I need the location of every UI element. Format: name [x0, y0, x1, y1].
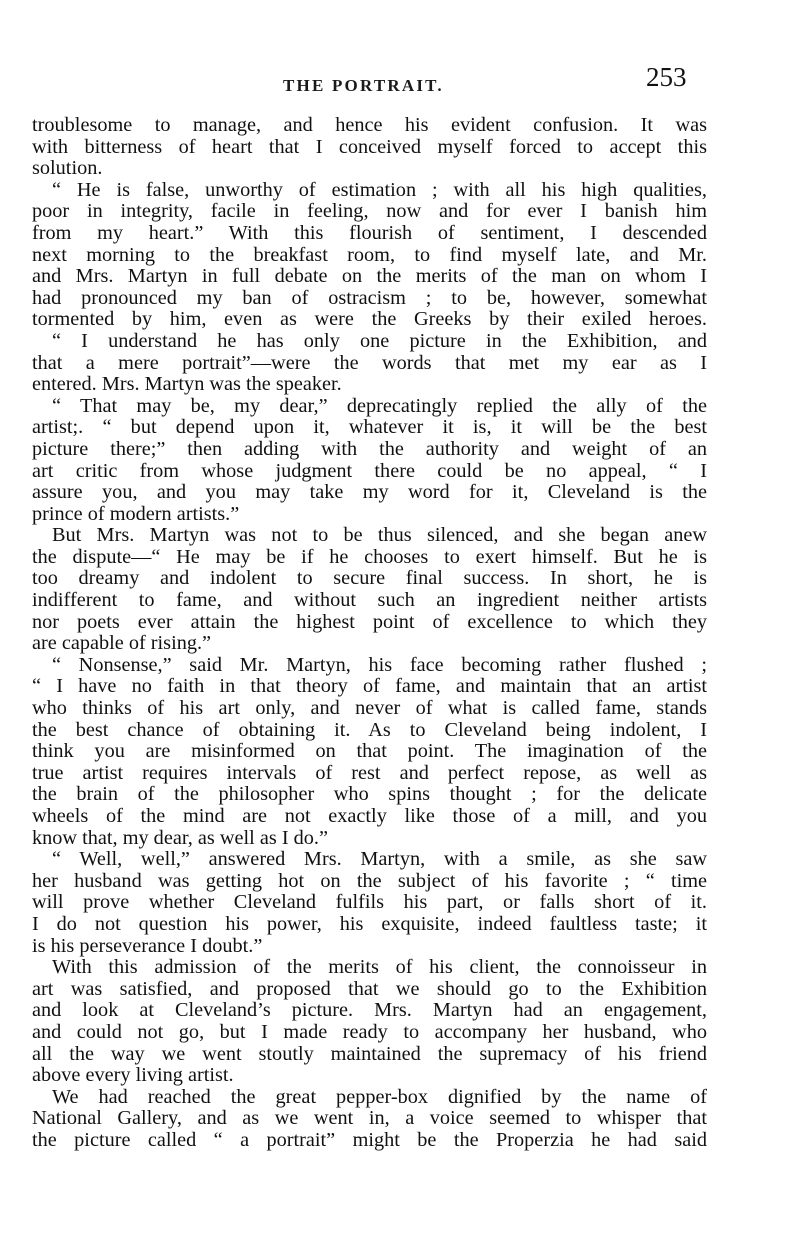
text-line: solution. [32, 157, 103, 180]
text-line: true artist requires intervals of rest and perfect repose, as well as [32, 761, 707, 784]
running-header [0, 62, 796, 98]
text-line: I do not question his power, his exquisite, indeed faultless taste; it [32, 912, 707, 935]
text-line: with bitterness of heart that I conceived myself forced to accept this [32, 135, 707, 158]
text-line: “ Nonsense,” said Mr. Martyn, his face becoming rather flushed ; [52, 653, 707, 676]
text-line: who thinks of his art only, and never of what is called fame, stands [32, 697, 707, 720]
text-line: picture there;” then adding with the authority and weight of an [32, 437, 707, 460]
text-line: her husband was getting hot on the subject of his favorite ; “ time [32, 869, 707, 892]
text-line: troublesome to manage, and hence his evident confusion. It was [32, 114, 707, 136]
text-line: had pronounced my ban of ostracism ; to be, however, somewhat [32, 286, 707, 309]
text-line: nor poets ever attain the highest point of excellence to which they [32, 610, 707, 633]
text-line: are capable of rising.” [32, 632, 212, 655]
running-title: THE PORTRAIT. [283, 76, 444, 95]
text-line: know that, my dear, as well as I do.” [32, 826, 328, 849]
text-line: But Mrs. Martyn was not to be thus silenced, and she began anew [52, 524, 707, 547]
text-line: “ Well, well,” answered Mrs. Martyn, with a smile, as she saw [52, 848, 707, 871]
text-line: and look at Cleveland’s picture. Mrs. Martyn had an engagement, [32, 999, 707, 1022]
text-line: think you are misinformed on that point. The imagination of the [32, 740, 707, 763]
text-line: that a mere portrait”—were the words that met my ear as I [32, 351, 707, 374]
text-line: tormented by him, even as were the Greeks by their exiled heroes. [32, 308, 707, 331]
text-line: entered. Mrs. Martyn was the speaker. [32, 373, 342, 396]
text-line: “ That may be, my dear,” deprecatingly replied the ally of the [52, 394, 707, 417]
text-line: art critic from whose judgment there could be no appeal, “ I [32, 459, 707, 482]
text-line: prince of modern artists.” [32, 502, 240, 525]
text-line: assure you, and you may take my word for it, Cleveland is the [32, 481, 707, 504]
text-line: from my heart.” With this flourish of sentiment, I descended [32, 221, 707, 244]
text-line: “ I have no faith in that theory of fame, and maintain that an artist [32, 675, 707, 698]
text-line: is his perseverance I doubt.” [32, 934, 263, 957]
text-line: the picture called “ a portrait” might be the Properzia he had said [32, 1128, 707, 1151]
text-line: National Gallery, and as we went in, a voice seemed to whisper that [32, 1107, 707, 1130]
text-line: will prove whether Cleveland fulfils his part, or falls short of it. [32, 891, 707, 914]
text-line: “ He is false, unworthy of estimation ; with all his high qualities, [52, 178, 707, 201]
body-text [32, 115, 707, 1152]
text-line: indifferent to fame, and without such an ingredient neither artists [32, 589, 707, 612]
text-line: too dreamy and indolent to secure final success. In short, he is [32, 567, 707, 590]
text-line: art was satisfied, and proposed that we should go to the Exhibition [32, 977, 707, 1000]
text-line: the dispute—“ He may be if he chooses to exert himself. But he is [32, 545, 707, 568]
text-line: With this admission of the merits of his client, the connoisseur in [52, 956, 707, 979]
text-line: all the way we went stoutly maintained the supremacy of his friend [32, 1042, 707, 1065]
text-line: poor in integrity, facile in feeling, now and for ever I banish him [32, 200, 707, 223]
text-line: and Mrs. Martyn in full debate on the merits of the man on whom I [32, 265, 707, 288]
text-line: artist;. “ but depend upon it, whatever it is, it will be the best [32, 416, 707, 439]
text-line: above every living artist. [32, 1064, 234, 1087]
text-line: and could not go, but I made ready to accompany her husband, who [32, 1020, 707, 1043]
page-number: 253 [646, 62, 687, 92]
text-line: next morning to the breakfast room, to find myself late, and Mr. [32, 243, 707, 266]
text-line: We had reached the great pepper-box dignified by the name of [52, 1085, 707, 1108]
text-line: “ I understand he has only one picture in the Exhibition, and [52, 329, 707, 352]
text-line: the best chance of obtaining it. As to Cleveland being indolent, I [32, 718, 707, 741]
text-line: the brain of the philosopher who spins thought ; for the delicate [32, 783, 707, 806]
text-line: wheels of the mind are not exactly like those of a mill, and you [32, 805, 707, 827]
